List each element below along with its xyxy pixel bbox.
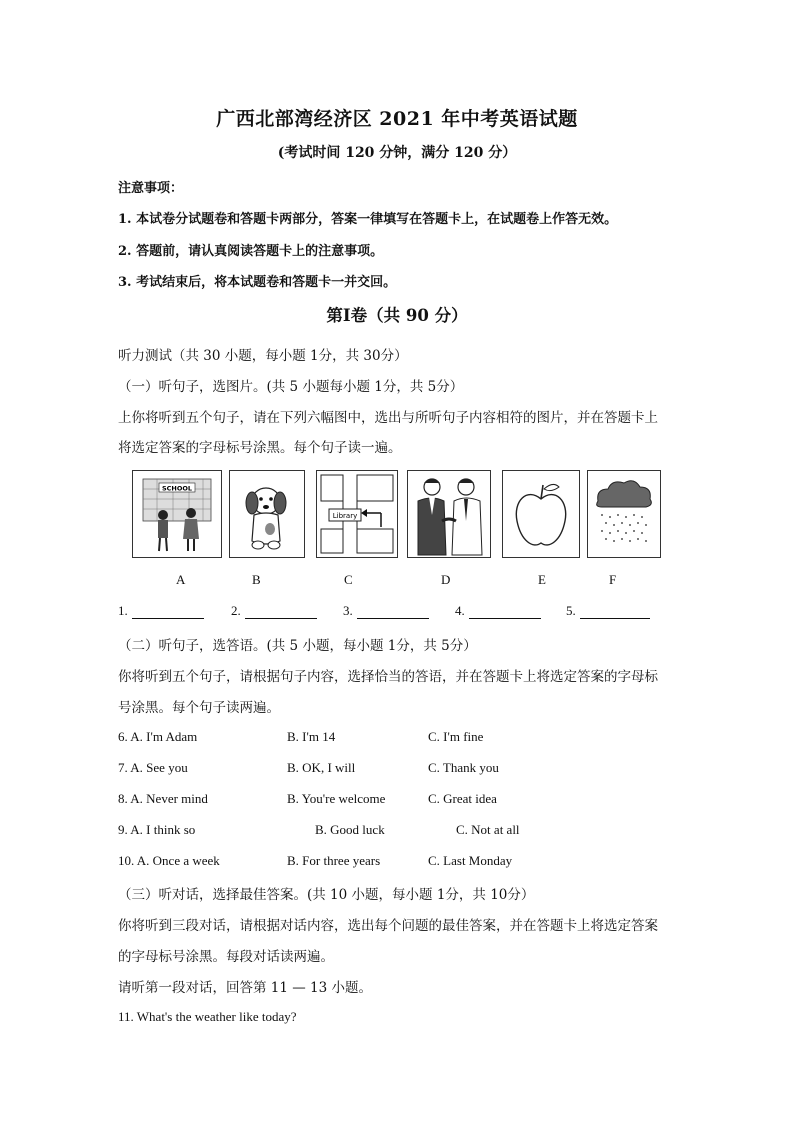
- blank-label-5: 5.: [566, 603, 576, 618]
- part2-instruction-cont: 号涂黑。每个句子读两遍。: [118, 700, 280, 716]
- answer-blank-2[interactable]: [245, 618, 317, 619]
- note-item-1: 1. 本试卷分试题卷和答题卡两部分，答案一律填写在答题卡上，在试题卷上作答无效。: [118, 212, 618, 227]
- question-8-option-c: C. Great idea: [428, 791, 497, 806]
- dialog-1-instruction: 请听第一段对话，回答第 11 — 13 小题。: [118, 980, 373, 996]
- dog-picture: [229, 470, 305, 558]
- question-6-option-c: C. I'm fine: [428, 729, 484, 744]
- question-6-option-a: 6. A. I'm Adam: [118, 729, 198, 744]
- question-8-option-a: 8. A. Never mind: [118, 791, 208, 806]
- note-item-3: 3. 考试结束后，将本试题卷和答题卡一并交回。: [118, 275, 397, 290]
- question-10-option-a: 10. A. Once a week: [118, 853, 220, 868]
- question-10-option-b: B. For three years: [287, 853, 381, 868]
- question-9-option-a: 9. A. I think so: [118, 822, 196, 837]
- handshake-picture: [407, 470, 491, 558]
- part2-title: （二）听句子，选答语。(共 5 小题，每小题 1分，共 5分）: [118, 638, 477, 654]
- blank-label-2: 2.: [231, 603, 241, 618]
- question-11: 11. What's the weather like today?: [118, 1009, 297, 1024]
- listening-heading: 听力测试（共 30 小题，每小题 1分，共 30分）: [118, 348, 408, 364]
- question-7-option-b: B. OK, I will: [287, 760, 356, 775]
- question-9-option-c: C. Not at all: [456, 822, 520, 837]
- apple-picture: [502, 470, 580, 558]
- part1-instruction-cont: 将选定答案的字母标号涂黑。每个句子读一遍。: [118, 440, 402, 456]
- exam-time-info: (考试时间 120 分钟，满分 120 分）: [277, 145, 517, 161]
- notes-heading: 注意事项：: [118, 181, 184, 196]
- blank-label-3: 3.: [343, 603, 353, 618]
- library-sign: Library: [332, 512, 358, 520]
- picture-label-e: E: [538, 572, 546, 587]
- part2-instruction: 你将听到五个句子，请根据句子内容，选择恰当的答语，并在答题卡上将选定答案的字母标: [118, 669, 658, 685]
- question-8-option-b: B. You're welcome: [287, 791, 386, 806]
- section-title: 第Ⅰ卷（共 90 分）: [326, 306, 468, 325]
- part3-instruction-cont: 的字母标号涂黑。每段对话读两遍。: [118, 949, 334, 965]
- page-title: 广西北部湾经济区 2021 年中考英语试题: [216, 108, 578, 130]
- question-7-option-a: 7. A. See you: [118, 760, 188, 775]
- question-10-option-c: C. Last Monday: [428, 853, 513, 868]
- note-item-2: 2. 答题前，请认真阅读答题卡上的注意事项。: [118, 244, 384, 259]
- question-6-option-b: B. I'm 14: [287, 729, 336, 744]
- picture-label-f: F: [609, 572, 617, 587]
- blank-label-4: 4.: [455, 603, 465, 618]
- answer-blank-3[interactable]: [357, 618, 429, 619]
- question-9-option-b: B. Good luck: [315, 822, 385, 837]
- library-map-picture: [316, 470, 398, 558]
- rain-cloud-picture: [587, 470, 661, 558]
- answer-blank-5[interactable]: [580, 618, 650, 619]
- part3-title: （三）听对话，选择最佳答案。(共 10 小题，每小题 1分，共 10分）: [118, 887, 535, 903]
- part1-instruction: 上你将听到五个句子，请在下列六幅图中，选出与所听句子内容相符的图片，并在答题卡上: [118, 410, 658, 426]
- picture-label-b: B: [252, 572, 261, 587]
- picture-label-c: C: [344, 572, 353, 587]
- part3-instruction: 你将听到三段对话，请根据对话内容，选出每个问题的最佳答案，并在答题卡上将选定答案: [118, 918, 658, 934]
- school-children-picture: [132, 470, 222, 558]
- answer-blank-1[interactable]: [132, 618, 204, 619]
- picture-label-a: A: [176, 572, 186, 587]
- school-sign: SCHOOL: [161, 484, 193, 493]
- question-7-option-c: C. Thank you: [428, 760, 499, 775]
- part1-title: （一）听句子，选图片。(共 5 小题每小题 1分，共 5分）: [118, 379, 464, 395]
- blank-label-1: 1.: [118, 603, 128, 618]
- picture-label-d: D: [441, 572, 451, 587]
- answer-blank-4[interactable]: [469, 618, 541, 619]
